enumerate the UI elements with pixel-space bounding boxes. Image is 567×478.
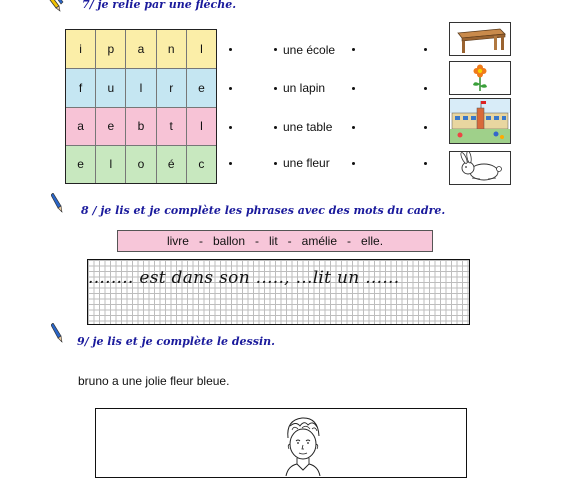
dot — [352, 87, 355, 90]
dot — [229, 126, 232, 129]
grid-cell: e — [95, 108, 125, 145]
grid-cell: e — [66, 146, 95, 183]
dot — [274, 48, 277, 51]
pencil-icon — [55, 0, 65, 8]
exercise-8-heading: 8 / je lis et je complète les phrases avec des mots du cadre. — [81, 204, 446, 217]
grid-cell: r — [156, 69, 186, 106]
grid-cell: i — [66, 30, 95, 68]
grid-cell: l — [186, 108, 216, 145]
cursive-sentence: ........ est dans son ....., ...lit un ...... — [88, 268, 400, 288]
pencil-icon — [51, 323, 67, 345]
word-fleur: une fleur — [283, 156, 330, 170]
grid-cell: n — [156, 30, 186, 68]
dot — [424, 87, 427, 90]
grid-cell: l — [125, 69, 155, 106]
letter-grid — [65, 29, 217, 184]
word-lapin: un lapin — [283, 81, 326, 95]
grid-cell: o — [125, 146, 155, 183]
desk-picture — [449, 22, 511, 56]
dot — [274, 126, 277, 129]
school-picture — [449, 98, 511, 144]
grid-cell: e — [186, 69, 216, 106]
grid-row — [66, 30, 216, 68]
grid-cell: b — [125, 108, 155, 145]
dot — [274, 87, 277, 90]
word-box: livre - ballon - lit - amélie - elle. — [117, 230, 433, 252]
boy-drawing — [278, 412, 328, 476]
dot — [424, 162, 427, 165]
grid-cell: a — [66, 108, 95, 145]
dot — [229, 48, 232, 51]
dot — [424, 48, 427, 51]
dot — [352, 162, 355, 165]
flower-picture — [449, 61, 511, 95]
exercise-7-heading: 7/ je relie par une flèche. — [82, 0, 237, 11]
dot — [352, 126, 355, 129]
grid-cell: l — [186, 30, 216, 68]
dot — [229, 162, 232, 165]
exercise-9-heading: 9/ je lis et je complète le dessin. — [77, 335, 275, 348]
grid-cell: é — [156, 146, 186, 183]
dot — [274, 162, 277, 165]
word-ecole: une école — [283, 43, 336, 57]
grid-cell: t — [156, 108, 186, 145]
pencil-icon — [51, 193, 67, 215]
dot — [424, 126, 427, 129]
grid-row — [66, 68, 216, 106]
grid-cell: u — [95, 69, 125, 106]
grid-cell: p — [95, 30, 125, 68]
word-table: une table — [283, 120, 333, 134]
rabbit-picture — [449, 151, 511, 185]
instruction-sentence: bruno a une jolie fleur bleue. — [78, 374, 230, 388]
grid-row — [66, 107, 216, 145]
grid-cell: c — [186, 146, 216, 183]
grid-cell: a — [125, 30, 155, 68]
grid-cell: f — [66, 69, 95, 106]
dot — [229, 87, 232, 90]
grid-row — [66, 145, 216, 183]
drawing-box — [95, 408, 467, 478]
dot — [352, 48, 355, 51]
grid-cell: l — [95, 146, 125, 183]
